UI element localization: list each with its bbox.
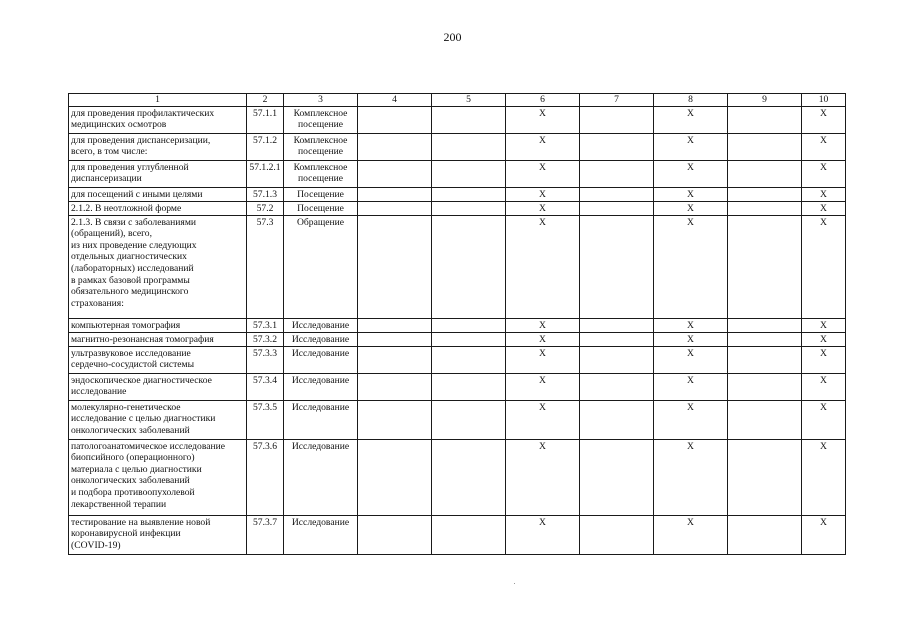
unit-cell: Комплексное посещение [284,106,358,133]
scan-speck [514,583,515,584]
service-name-cell: для проведения профилактических медицинских осмотров [69,106,247,133]
value-cell-col-8: X [654,160,728,187]
value-cell-col-5 [432,187,506,201]
value-cell-col-5 [432,373,506,400]
value-cell-col-7 [580,373,654,400]
table-row [69,346,846,373]
table-row [69,400,846,439]
unit-cell: Посещение [284,201,358,215]
value-cell-col-7 [580,106,654,133]
value-cell-col-4 [358,187,432,201]
value-cell-col-10: X [802,133,846,160]
value-cell-col-4 [358,400,432,439]
value-cell-col-9 [728,515,802,554]
header-cell-1: 1 [69,94,247,107]
code-cell: 57.3.5 [247,400,284,439]
table-row [69,201,846,215]
header-cell-8: 8 [654,94,728,107]
value-cell-col-4 [358,133,432,160]
value-cell-col-4 [358,160,432,187]
value-cell-col-9 [728,106,802,133]
value-cell-col-4 [358,373,432,400]
value-cell-col-6: X [506,187,580,201]
code-cell: 57.3.6 [247,439,284,515]
value-cell-col-7 [580,133,654,160]
value-cell-col-4 [358,439,432,515]
header-cell-2: 2 [247,94,284,107]
value-cell-col-9 [728,160,802,187]
code-cell: 57.1.1 [247,106,284,133]
value-cell-col-5 [432,332,506,346]
value-cell-col-10: X [802,439,846,515]
value-cell-col-8: X [654,400,728,439]
value-cell-col-10: X [802,106,846,133]
header-cell-9: 9 [728,94,802,107]
value-cell-col-6: X [506,215,580,318]
code-cell: 57.1.2.1 [247,160,284,187]
value-cell-col-6: X [506,346,580,373]
value-cell-col-8: X [654,133,728,160]
code-cell: 57.3.2 [247,332,284,346]
value-cell-col-10: X [802,515,846,554]
value-cell-col-7 [580,400,654,439]
value-cell-col-10: X [802,187,846,201]
value-cell-col-8: X [654,187,728,201]
service-name-cell: молекулярно-генетическое исследование с целью диагностики онкологических заболеваний [69,400,247,439]
unit-cell: Комплексное посещение [284,160,358,187]
table-row [69,160,846,187]
value-cell-col-7 [580,346,654,373]
value-cell-col-10: X [802,318,846,332]
value-cell-col-7 [580,187,654,201]
value-cell-col-6: X [506,201,580,215]
service-name-cell: магнитно-резонансная томография [69,332,247,346]
service-name-cell: для посещений с иными целями [69,187,247,201]
table-row [69,439,846,515]
code-cell: 57.3.1 [247,318,284,332]
table-header-row [69,94,846,107]
value-cell-col-9 [728,332,802,346]
services-table [68,93,846,555]
value-cell-col-7 [580,318,654,332]
value-cell-col-8: X [654,318,728,332]
unit-cell: Обращение [284,215,358,318]
unit-cell: Исследование [284,400,358,439]
table-row [69,318,846,332]
value-cell-col-6: X [506,106,580,133]
code-cell: 57.3.7 [247,515,284,554]
unit-cell: Исследование [284,439,358,515]
value-cell-col-10: X [802,215,846,318]
value-cell-col-5 [432,515,506,554]
service-name-cell: тестирование на выявление новой коронавирусной инфекции (COVID-19) [69,515,247,554]
table-row [69,373,846,400]
service-name-cell: для проведения диспансеризации, всего, в том числе: [69,133,247,160]
unit-cell: Посещение [284,187,358,201]
unit-cell: Исследование [284,332,358,346]
unit-cell: Исследование [284,373,358,400]
header-cell-7: 7 [580,94,654,107]
unit-cell: Исследование [284,346,358,373]
service-name-cell: патологоанатомическое исследование биопсийного (операционного) материала с целью диагностики онкологических заболеваний и подбора противоопухолевой лекарственной терапии [69,439,247,515]
value-cell-col-5 [432,106,506,133]
value-cell-col-6: X [506,133,580,160]
value-cell-col-8: X [654,332,728,346]
header-cell-10: 10 [802,94,846,107]
value-cell-col-6: X [506,400,580,439]
table-row [69,332,846,346]
value-cell-col-9 [728,318,802,332]
value-cell-col-6: X [506,373,580,400]
value-cell-col-5 [432,439,506,515]
table-row [69,215,846,318]
value-cell-col-10: X [802,332,846,346]
value-cell-col-10: X [802,201,846,215]
code-cell: 57.1.2 [247,133,284,160]
value-cell-col-4 [358,515,432,554]
unit-cell: Исследование [284,515,358,554]
value-cell-col-8: X [654,215,728,318]
value-cell-col-10: X [802,400,846,439]
service-name-cell: для проведения углубленной диспансеризации [69,160,247,187]
value-cell-col-8: X [654,346,728,373]
service-name-cell: 2.1.3. В связи с заболеваниями (обращений), всего, из них проведение следующих отдельных диагностических (лабораторных) исследований в рамках базовой программы обязательного медицинского страхования: [69,215,247,318]
value-cell-col-8: X [654,373,728,400]
value-cell-col-10: X [802,160,846,187]
value-cell-col-4 [358,332,432,346]
code-cell: 57.1.3 [247,187,284,201]
value-cell-col-4 [358,318,432,332]
value-cell-col-5 [432,318,506,332]
code-cell: 57.3 [247,215,284,318]
value-cell-col-4 [358,106,432,133]
value-cell-col-7 [580,439,654,515]
code-cell: 57.3.3 [247,346,284,373]
value-cell-col-6: X [506,332,580,346]
value-cell-col-6: X [506,318,580,332]
value-cell-col-9 [728,400,802,439]
value-cell-col-5 [432,201,506,215]
value-cell-col-6: X [506,515,580,554]
header-cell-3: 3 [284,94,358,107]
table-row [69,106,846,133]
service-name-cell: эндоскопическое диагностическое исследование [69,373,247,400]
value-cell-col-5 [432,160,506,187]
code-cell: 57.3.4 [247,373,284,400]
value-cell-col-9 [728,187,802,201]
value-cell-col-6: X [506,439,580,515]
value-cell-col-7 [580,332,654,346]
header-cell-5: 5 [432,94,506,107]
unit-cell: Комплексное посещение [284,133,358,160]
service-name-cell: ультразвуковое исследование сердечно-сосудистой системы [69,346,247,373]
value-cell-col-5 [432,133,506,160]
code-cell: 57.2 [247,201,284,215]
value-cell-col-5 [432,346,506,373]
value-cell-col-10: X [802,346,846,373]
value-cell-col-8: X [654,106,728,133]
value-cell-col-4 [358,201,432,215]
value-cell-col-6: X [506,160,580,187]
value-cell-col-9 [728,439,802,515]
value-cell-col-8: X [654,439,728,515]
value-cell-col-9 [728,346,802,373]
table-row [69,133,846,160]
table-row [69,187,846,201]
page-number: 200 [443,30,462,44]
value-cell-col-7 [580,160,654,187]
value-cell-col-7 [580,201,654,215]
value-cell-col-10: X [802,373,846,400]
service-name-cell: компьютерная томография [69,318,247,332]
value-cell-col-4 [358,346,432,373]
service-name-cell: 2.1.2. В неотложной форме [69,201,247,215]
value-cell-col-8: X [654,515,728,554]
header-cell-6: 6 [506,94,580,107]
header-cell-4: 4 [358,94,432,107]
value-cell-col-9 [728,373,802,400]
unit-cell: Исследование [284,318,358,332]
value-cell-col-5 [432,400,506,439]
value-cell-col-9 [728,215,802,318]
value-cell-col-4 [358,215,432,318]
table-row [69,515,846,554]
value-cell-col-9 [728,201,802,215]
value-cell-col-5 [432,215,506,318]
value-cell-col-9 [728,133,802,160]
value-cell-col-7 [580,215,654,318]
value-cell-col-7 [580,515,654,554]
value-cell-col-8: X [654,201,728,215]
